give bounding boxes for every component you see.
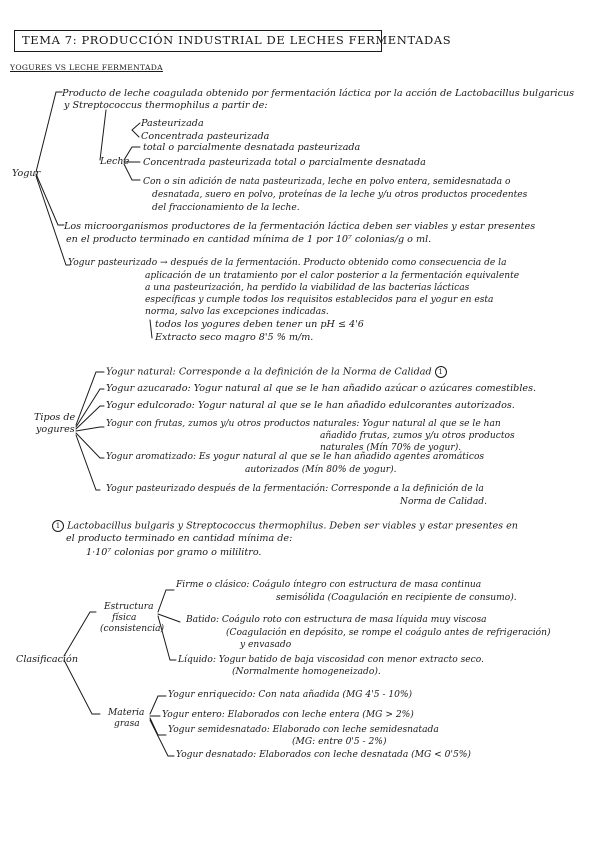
liquido-line-1: Líquido: Yogur batido de baja viscosidad con menor extracto seco. [178, 655, 484, 665]
section-subtitle: YOGURES VS LECHE FERMENTADA [10, 63, 163, 72]
yogur-label: Yogur [12, 168, 41, 179]
yogur-enriquecido: Yogur enriquecido: Con nata añadida (MG 4'5 - 10%) [168, 690, 413, 700]
tipo-azucarado: Yogur azucarado: Yogur natural al que se le han añadido azúcar o azúcares comestibles. [106, 383, 537, 394]
batido-line-2: (Coagulación en depósito, se rompe el coágulo antes de refrigeración) [226, 628, 551, 638]
tipo-aromatizado-1: Yogur aromatizado: Es yogur natural al que se le han añadido agentes aromáticos [106, 452, 485, 462]
micro-line-2: en el producto terminado en cantidad mínima de 1 por 10⁷ colonias/g o ml. [66, 234, 432, 245]
yogur-desnatado: Yogur desnatado: Elaborados con leche desnatada (MG < 0'5%) [176, 750, 471, 760]
yogur-def-line-1: Producto de leche coagulada obtenido por fermentación láctica por la acción de Lactobacillus bulgaricus [62, 88, 575, 99]
nata-line-3: del fraccionamiento de la leche. [152, 203, 300, 213]
batido-line-1: Batido: Coágulo roto con estructura de masa líquida muy viscosa [186, 615, 487, 625]
yogur-entero: Yogur entero: Elaborados con leche entera (MG > 2%) [162, 710, 414, 720]
concentrada-pasteurizada: Concentrada pasteurizada [141, 131, 270, 142]
clasificacion-label: Clasificación [16, 654, 79, 665]
nota-line-1: 1 Lactobacillus bulgaris y Streptococcus thermophilus. Deben ser viables y estar presentes en [52, 520, 518, 532]
tipos-label-2: yogures [36, 424, 75, 435]
tipo-aromatizado-2: autorizados (Mín 80% de yogur). [245, 465, 397, 475]
pasteurizado-line-1: Yogur pasteurizado → después de la fermentación. Producto obtenido como consecuencia de la [68, 258, 507, 268]
note-ref-marker: 1 [435, 366, 447, 378]
ph-requirement: todos los yogures deben tener un pH ≤ 4'6 [155, 319, 364, 330]
firme-line-1: Firme o clásico: Coágulo íntegro con estructura de masa continua [176, 580, 482, 590]
pasteurizada: Pasteurizada [141, 118, 204, 129]
tipo-pasteurizado-1: Yogur pasteurizado después de la fermentación: Corresponde a la definición de la [106, 484, 484, 494]
leche-desnatada: total o parcialmente desnatada pasteurizada [143, 142, 361, 153]
leche-concentrada: Concentrada pasteurizada total o parcialmente desnatada [143, 157, 426, 168]
estructura-label-1: Estructura [104, 602, 154, 612]
nata-line-2: desnatada, suero en polvo, proteínas de la leche y/u otros productos procedentes [152, 190, 528, 200]
pasteurizado-line-4: específicas y cumple todos los requisitos establecidos para el yogur en esta [145, 295, 494, 305]
pasteurizado-line-2: aplicación de un tratamiento por el calor posterior a la fermentación equivalente [145, 271, 520, 281]
firme-line-2: semisólida (Coagulación en recipiente de consumo). [276, 593, 517, 603]
tipo-frutas-1: Yogur con frutas, zumos y/u otros productos naturales: Yogur natural al que se le han [106, 419, 501, 429]
yogur-def-line-2: y Streptococcus thermophilus a partir de: [64, 100, 268, 111]
materia-label-2: grasa [114, 719, 140, 729]
tipo-frutas-2: añadido frutas, zumos y/u otros productos [320, 431, 515, 441]
note-marker: 1 [52, 520, 64, 532]
batido-line-3: y envasado [240, 640, 292, 650]
liquido-line-2: (Normalmente homogeneizado). [232, 667, 381, 677]
estructura-label-3: (consistencia) [100, 624, 165, 634]
yogur-semidesnatado-1: Yogur semidesnatado: Elaborado con leche semidesnatada [168, 725, 439, 735]
tipo-frutas-3: naturales (Mín 70% de yogur). [320, 443, 462, 453]
estructura-label-2: física [112, 613, 137, 623]
pasteurizado-line-3: a una pasteurización, ha perdido la viabilidad de las bacterias lácticas [145, 283, 470, 293]
extracto-seco: Extracto seco magro 8'5 % m/m. [155, 332, 314, 343]
nota-line-3: 1·10⁷ colonias por gramo o mililitro. [86, 547, 262, 558]
nota-line-2: el producto terminado en cantidad mínima de: [66, 533, 293, 544]
materia-label-1: Materia [108, 708, 145, 718]
yogur-semidesnatado-2: (MG: entre 0'5 - 2%) [292, 737, 387, 747]
pasteurizado-line-5: norma, salvo las excepciones indicadas. [145, 307, 329, 317]
micro-line-1: Los microorganismos productores de la fermentación láctica deben ser viables y estar presentes [64, 221, 536, 232]
page-title: TEMA 7: PRODUCCIÓN INDUSTRIAL DE LECHES FERMENTADAS [22, 33, 452, 47]
tipo-natural: Yogur natural: Corresponde a la definición de la Norma de Calidad 1 [106, 366, 447, 378]
tipo-pasteurizado-2: Norma de Calidad. [400, 497, 487, 507]
leche-label: Leche [100, 156, 130, 167]
nata-line-1: Con o sin adición de nata pasteurizada, leche en polvo entera, semidesnatada o [143, 177, 511, 187]
tipos-label-1: Tipos de [34, 412, 76, 423]
tipo-edulcorado: Yogur edulcorado: Yogur natural al que se le han añadido edulcorantes autorizados. [106, 400, 515, 411]
